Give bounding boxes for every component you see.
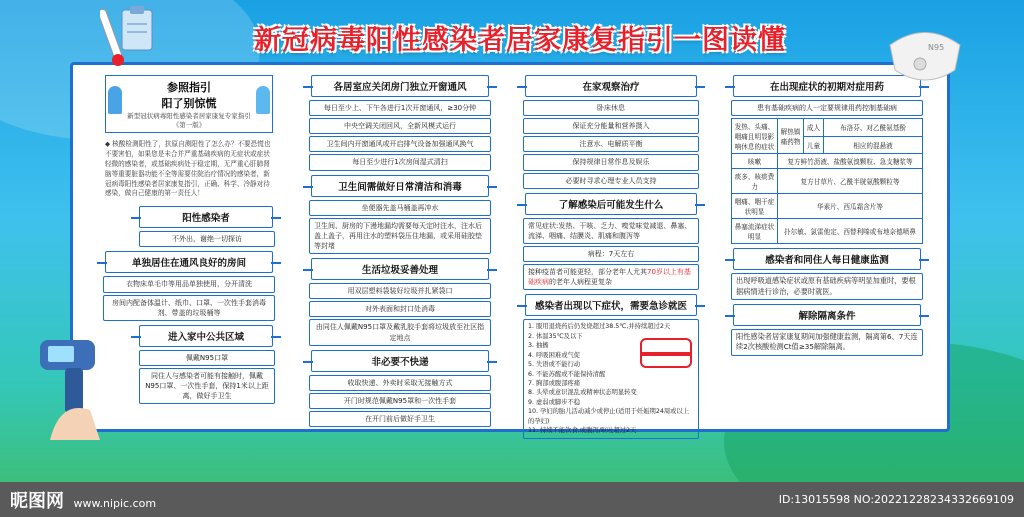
column-treatment [519, 71, 703, 435]
table-cell: 复方鲜竹沥液、盐酸氨溴颗粒、急支糖浆等 [778, 154, 923, 169]
vaccine-note-highlight: 70岁以上有基础疾病 [528, 268, 691, 287]
emergency-item: 10. 孕妇的胎儿活动减少或停止(适用于妊娠期24周或以上的孕妇) [528, 408, 690, 425]
public-area-rule-2: 同住人与感染者可能有接触时，佩戴N95口罩、一次性手套，保持1米以上距离，做好手卫生 [139, 368, 275, 404]
course-duration: 病程：7天左右 [523, 246, 699, 262]
image-id: ID:13015598 NO:20221228234332669109 [778, 493, 1014, 506]
section-monitoring-title: 感染者和同住人每日健康监测 [733, 248, 921, 270]
medication-table [731, 118, 923, 244]
poster-title: 新冠病毒阳性感染者居家康复指引一图读懂 [254, 25, 786, 56]
section-positive-title: 阳性感染者 [139, 206, 273, 228]
emergency-item: 4. 呼吸困难或气促 [528, 351, 581, 359]
table-cell: 咳嗽 [732, 154, 778, 169]
ventilation-item: 每日至少上、下午各进行1次开窗通风，≥30分钟 [309, 100, 491, 116]
nipic-url[interactable]: www.nipic.com [73, 496, 157, 510]
table-cell: 儿童 [804, 136, 824, 154]
table-cell: 成人 [804, 119, 824, 137]
table-row [732, 154, 923, 169]
n95-mask-icon [880, 20, 970, 90]
emergency-item: 1. 服用退烧药后仍发烧超过38.5℃,并持续超过2天 [528, 323, 671, 331]
ventilation-item: 中央空调关闭回风，全新风模式运行 [309, 118, 491, 134]
section-garbage-title: 生活垃圾妥善处理 [311, 258, 489, 280]
release-text: 阳性感染者居家康复期间加强健康监测，隔离第6、7天连续2次核酸检测Ct值≥35解除隔离。 [731, 329, 923, 356]
emergency-item: 8. 头晕或意识混乱或精神状态明显转变 [528, 389, 637, 397]
emergency-item: 9. 虚弱或脚步不稳 [528, 398, 581, 406]
positive-rule: 不外出，谢绝一切探访 [139, 231, 275, 247]
public-area-rule-1: 佩戴N95口罩 [139, 350, 275, 366]
table-row [732, 219, 923, 244]
doctor-left-icon [108, 86, 122, 114]
emergency-item: 5. 失语或不能行动 [528, 361, 581, 369]
treatment-item: 卧床休息 [523, 100, 699, 116]
section-ventilation-title: 各居室应关闭房门独立开窗通风 [311, 75, 489, 97]
table-cell: 鼻塞流涕症状明显 [732, 219, 778, 244]
emergency-item: 11. 持续不能饮食,或腹泻/呕吐超过2天 [528, 427, 637, 435]
section-public-area-title: 进入家中公共区域 [139, 325, 273, 347]
thermometer-clipboard-icon [100, 2, 160, 72]
room-rule-2: 房间内配备体温计、纸巾、口罩、一次性手套消毒剂、带盖的垃圾桶等 [103, 295, 275, 321]
section-delivery-title: 非必要不快递 [311, 350, 489, 372]
table-row [732, 194, 923, 219]
ventilation-item: 每日至少进行1次房间湿式清扫 [309, 154, 491, 170]
section-after-infection-title: 了解感染后可能发生什么 [525, 193, 697, 215]
content-board [70, 62, 950, 435]
medication-banner: 患有基础疾病的人一定要规律用药控制基础病 [731, 100, 923, 116]
doctor-right-icon [256, 86, 270, 114]
garbage-item: 对外表面和封口处消毒 [309, 301, 491, 317]
delivery-item: 在开门前后做好手卫生 [309, 411, 491, 427]
treatment-item: 保持规律日常作息及娱乐 [523, 154, 699, 170]
watermark-left [10, 487, 156, 513]
garbage-item: 由同住人佩戴N95口罩及戴乳胶手套将垃圾放至社区指定地点 [309, 319, 491, 345]
room-rule-1: 衣物床单毛巾等用品单独使用，分开清洗 [103, 276, 275, 292]
watermark-footer [0, 482, 1024, 517]
section-room-title: 单独居住在通风良好的房间 [105, 251, 273, 273]
bathroom-item: 坐便器先盖马桶盖再冲水 [309, 200, 491, 216]
section-release-title: 解除隔离条件 [733, 304, 921, 326]
column-medication [727, 71, 927, 423]
table-cell: 痰多、咳痰费力 [732, 169, 778, 194]
common-symptoms-text: 发热、干咳、乏力、嗅觉味觉减退、鼻塞、流涕、咽痛、结膜炎、肌痛和腹泻等 [528, 221, 692, 240]
section-emergency-title: 感染者出现以下症状，需要急诊就医 [525, 294, 697, 316]
emergency-item: 2. 体温35℃及以下 [528, 332, 583, 340]
table-cell: 相应的混悬液 [824, 136, 923, 154]
table-cell: 解热镇痛药物 [778, 119, 804, 154]
guide-label: 参照指引 [167, 81, 211, 94]
intro-text: ◆ 核酸检测阳性了，抗原自测阳性了怎么办？不要恐慌也不要害怕，如果您是未合并严重基础疾病的无症状或症状轻微的感染者，或基础疾病处于稳定期，无严重心肝肺肾脑等重要脏器功能不全等需要住院治疗情况的感染者，新冠病毒阳性感染者居家康复指引，正确、科学、冷静对待感染，做自己健康的第一责任人！ [105, 140, 271, 198]
treatment-item: 注意水、电解质平衡 [523, 136, 699, 152]
guide-edition: 《第一版》 [172, 121, 206, 129]
table-row [732, 169, 923, 194]
thermometer-gun-icon [30, 330, 110, 440]
table-row [732, 119, 923, 137]
common-symptoms [523, 218, 699, 244]
common-symptoms-prefix: 常见症状: [528, 221, 559, 230]
monitoring-text: 出现呼吸道感染症状或原有基础疾病等明显加重时，要根据病情进行诊治，必要时就医。 [731, 273, 923, 300]
delivery-item: 开门时规范佩戴N95罩和一次性手套 [309, 393, 491, 409]
vaccine-note-b: 的老年人病程更复杂 [549, 278, 612, 287]
section-bathroom-title: 卫生间需做好日常清洁和消毒 [311, 175, 489, 197]
table-cell: 华素片、西瓜霜含片等 [778, 194, 923, 219]
section-home-treatment-title: 在家观察治疗 [525, 75, 697, 97]
ambulance-icon [640, 338, 692, 368]
guide-header-card [105, 75, 273, 133]
garbage-item: 用双层塑料袋装好垃圾并扎紧袋口 [309, 283, 491, 299]
guide-source: 新型冠状病毒阳性感染者居家康复专家指引 [127, 112, 251, 120]
column-home-environment [305, 71, 495, 423]
guide-slogan: 阳了别惊慌 [161, 97, 217, 110]
column-intro [99, 71, 279, 423]
table-cell: 扑尔敏、氯雷他定、西替利嗪或布地奈德喷鼻 [778, 219, 923, 244]
table-cell: 复方甘草片、乙酰半胱氨酸颗粒等 [778, 169, 923, 194]
bathroom-item: 卫生间、厨房的下漫地漏均需要每天定时注水，注水后盖上盖子，再用注水的塑料袋压住地漏，或采用硅胶垫等封堵 [309, 218, 491, 254]
ventilation-item: 卫生间内开窗通风或开启排气设备加强通风换气 [309, 136, 491, 152]
treatment-item: 必要时寻求心理专业人员支持 [523, 173, 699, 189]
table-cell: 咽痛、咽干症状明显 [732, 194, 778, 219]
svg-text:N95: N95 [928, 43, 945, 52]
vaccine-note-a: 接种疫苗者可能更轻，部分老年人尤其 [528, 268, 647, 277]
emergency-item: 3. 抽搐 [528, 342, 549, 350]
delivery-item: 收取快递、外卖时采取无接触方式 [309, 375, 491, 391]
nipic-logo: 昵图网 [10, 490, 64, 512]
emergency-item: 6. 不能苏醒或不能保持清醒 [528, 370, 606, 378]
emergency-item: 7. 胸部或腹部疼痛 [528, 380, 581, 388]
vaccine-note [523, 264, 699, 290]
emergency-list [523, 319, 699, 438]
section-medication-title: 在出现症状的初期对症用药 [733, 75, 921, 97]
treatment-item: 保证充分能量和营养摄入 [523, 118, 699, 134]
medication-table-wrap [731, 118, 923, 244]
table-cell: 布洛芬、对乙酰氨基酚 [824, 119, 923, 137]
table-cell: 发热、头痛、咽痛且明显影响休息的症状 [732, 119, 778, 154]
